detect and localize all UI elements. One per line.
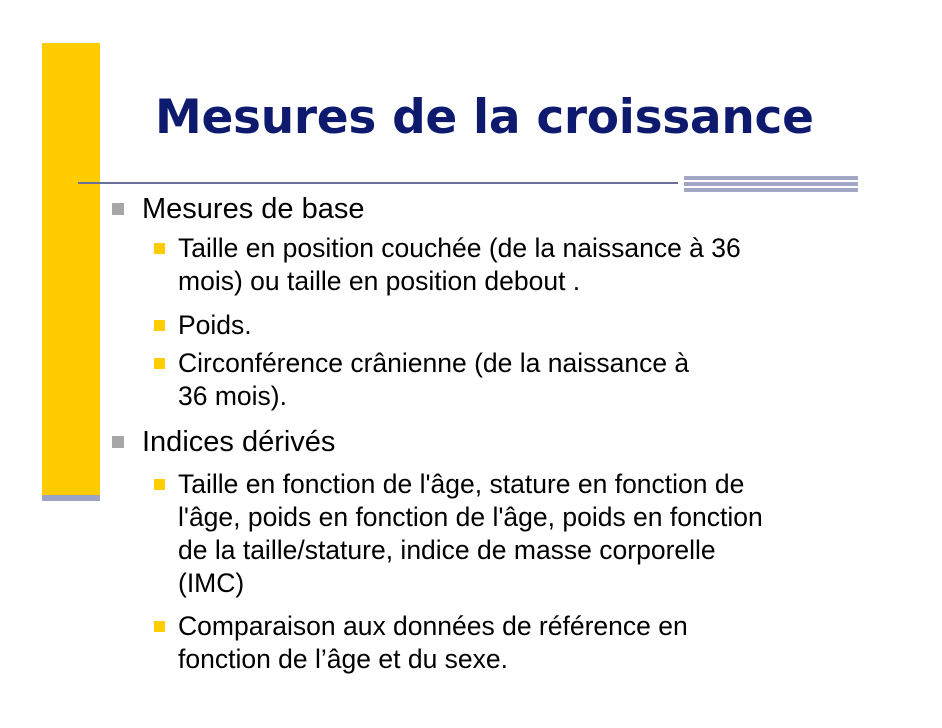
bullet-level2 xyxy=(178,232,878,298)
bullet-level1 xyxy=(142,426,335,459)
bullet-marker-level1 xyxy=(112,436,124,448)
bullet-marker-level2 xyxy=(154,243,165,254)
bullet-text-line: l'âge, poids en fonction de l'âge, poids en fonction xyxy=(178,502,763,532)
bullet-text: Mesures de base xyxy=(142,193,365,225)
bullet-marker-level2 xyxy=(154,358,165,369)
bullet-text-line: Poids. xyxy=(178,310,252,340)
bullet-text-line: fonction de l’âge et du sexe. xyxy=(178,644,509,674)
bullet-text-line: (IMC) xyxy=(178,568,245,598)
bullet-marker-level2 xyxy=(154,479,165,490)
bullet-level2 xyxy=(178,610,878,676)
bullet-text-line: Taille en position couchée (de la naissance à 36 xyxy=(178,233,741,263)
bullet-level2 xyxy=(178,468,878,600)
bullet-level2 xyxy=(178,347,878,413)
bullet-text-line: Comparaison aux données de référence en xyxy=(178,611,688,641)
bullet-text-line: 36 mois). xyxy=(178,381,287,411)
bullet-text-line: Circonférence crânienne (de la naissance à xyxy=(178,348,690,378)
bullet-text: Indices dérivés xyxy=(142,426,336,458)
bullet-level2 xyxy=(178,309,878,342)
bullet-text-line: Taille en fonction de l'âge, stature en fonction de xyxy=(178,469,745,499)
bullet-marker-level2 xyxy=(154,621,165,632)
bullet-marker-level1 xyxy=(112,203,124,215)
bullet-text-line: de la taille/stature, indice de masse corporelle xyxy=(178,535,716,565)
slide-title: Mesures de la croissance xyxy=(155,90,814,145)
bullet-level1 xyxy=(142,193,364,226)
bullet-marker-level2 xyxy=(154,320,165,331)
bullet-text-line: mois) ou taille en position debout . xyxy=(178,266,581,296)
